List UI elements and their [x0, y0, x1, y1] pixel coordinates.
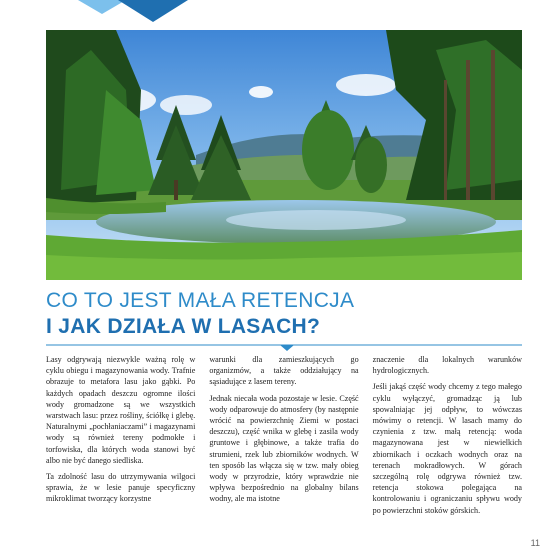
headline-line-2: I JAK DZIAŁA W LASACH? — [46, 315, 321, 338]
section-divider — [46, 344, 522, 352]
paragraph: Ta zdolność lasu do utrzymywania wilgoci sprawia, że w lesie panuje specyficzny mikroklimat tworzący korzystne — [46, 472, 196, 504]
headline-line-1: CO TO JEST MAŁA RETENCJA — [46, 289, 355, 312]
page-number: 11 — [530, 538, 540, 548]
text-column-2 — [209, 354, 358, 521]
text-column-3 — [373, 354, 522, 521]
paragraph: Jednak niecała woda pozostaje w lesie. Część wody odparowuje do atmosfery (by następnie wrócić na powierzchnię Ziemi w postaci deszczu), część wnika w glebę i zasila wody gruntowe i głębinowe, a także trafia do strumieni, rzek lub zbiorników wodnych. W ten sposób las włącza się w tzw. mały obieg wody w przyrodzie, który wprawdzie nie wpływa bezpośrednio na globalny bilans wodny, ale ma istotne — [209, 393, 359, 504]
article-headline — [46, 288, 522, 340]
paragraph: Jeśli jakąś część wody chcemy z tego małego cyklu wyłączyć, gromadząc ją lub spowalniając jej odpływ, to wówczas mówimy o retencji. W lasach mamy do czynienia z tzw. małą retencją: woda magazynowana jest w niewielkich zbiornikach i oczkach wodnych oraz na terenach mokradłowych. W górach szczególną rolę odgrywa również tzw. retencja stokowa polegająca na kontrolowaniu i ograniczaniu spływu wody po powierzchni stoków górskich. — [372, 382, 522, 515]
forest-pond-photo — [46, 30, 522, 280]
text-column-1 — [46, 354, 195, 521]
article-body — [46, 354, 522, 521]
paragraph: Lasy odgrywają niezwykle ważną rolę w cyklu obiegu i magazynowania wody. Trafnie obrazuje to metafora lasu jako gąbki. Po każdych opadach deszczu ogromne ilości wody gromadzone są we wszystkich warstwach lasu: przez rośliny, ściółkę i glebę. Naturalnymi „pochłaniaczami” i magazynami wody są również tereny podmokłe i torfowiska, dla których woda stanowi być albo nie być danego siedliska. — [46, 355, 196, 465]
paragraph: warunki dla zamieszkujących go organizmów, a także oddziałujący na sąsiadujące z lasem tereny. — [209, 355, 359, 387]
corner-decoration — [78, 0, 188, 22]
paragraph: znaczenie dla lokalnych warunków hydrologicznych. — [372, 355, 522, 376]
